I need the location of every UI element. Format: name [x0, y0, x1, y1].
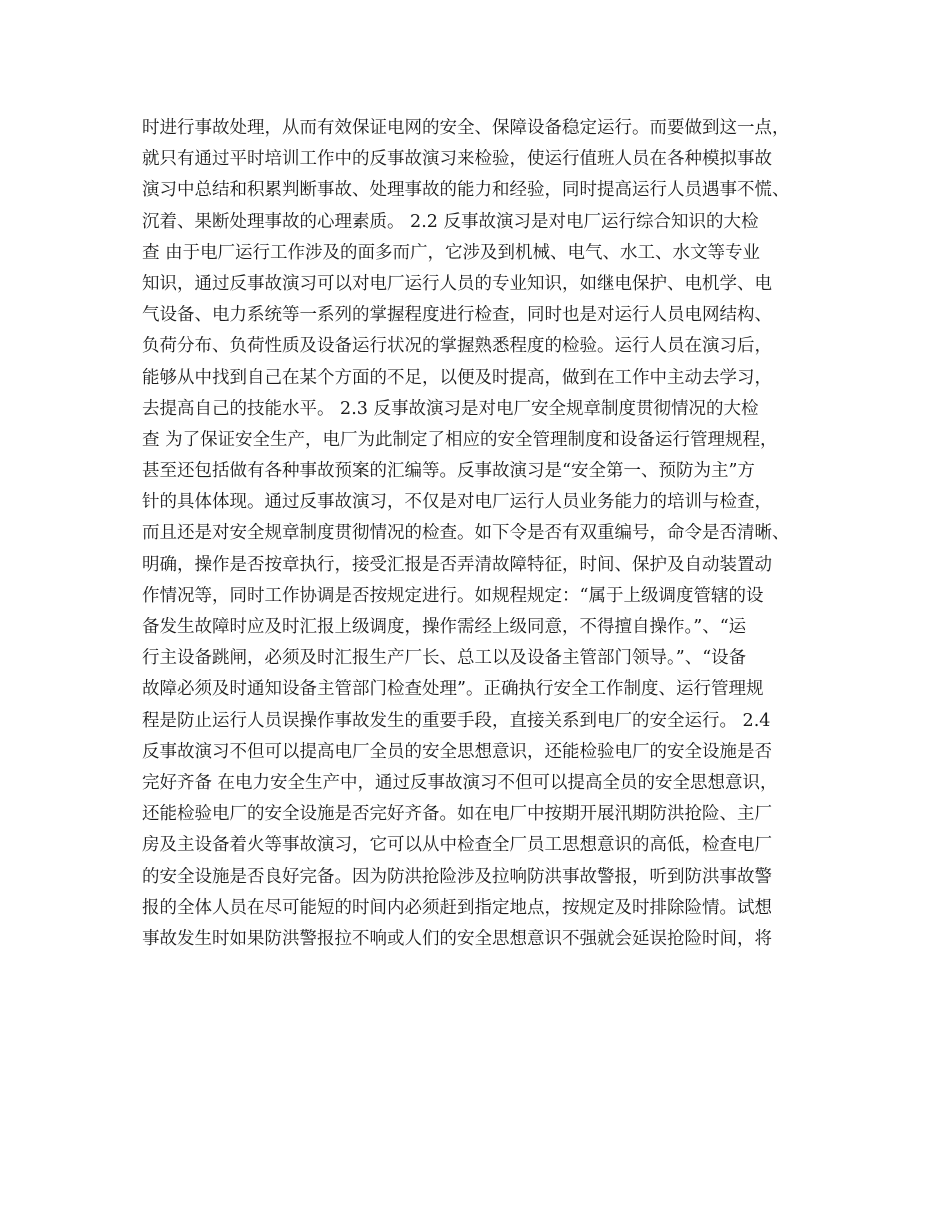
text-line: 事故发生时如果防洪警报拉不响或人们的安全思想意识不强就会延误抢险时间，将 — [142, 928, 772, 949]
text-line: 沉着、果断处理事故的心理素质。 2.2 反事故演习是对电厂运行综合知识的大检 — [142, 211, 759, 232]
text-line: 知识，通过反事故演习可以对电厂运行人员的专业知识，如继电保护、电机学、电 — [142, 273, 772, 294]
text-line: 行主设备跳闸，必须及时汇报生产厂长、总工以及设备主管部门领导。”、“设备 — [142, 648, 747, 669]
text-line: 房及主设备着火等事故演习，它可以从中检查全厂员工思想意识的高低，检查电厂 — [142, 835, 772, 856]
text-line: 作情况等，同时工作协调是否按规定进行。如规程规定：“属于上级调度管辖的设 — [142, 585, 764, 606]
text-line: 故障必须及时通知设备主管部门检查处理”。正确执行安全工作制度、运行管理规 — [142, 679, 764, 700]
text-line: 就只有通过平时培训工作中的反事故演习来检验，使运行值班人员在各种模拟事故 — [142, 149, 772, 170]
text-line: 完好齐备 在电力安全生产中，通过反事故演习不但可以提高全员的安全思想意识， — [142, 772, 778, 793]
text-line: 程是防止运行人员误操作事故发生的重要手段，直接关系到电厂的安全运行。 2.4 — [142, 710, 771, 731]
text-line: 反事故演习不但可以提高电厂全员的安全思想意识，还能检验电厂的安全设施是否 — [142, 741, 772, 762]
body-text — [142, 113, 822, 955]
text-line: 明确，操作是否按章执行，接受汇报是否弄清故障特征，时间、保护及自动装置动 — [142, 554, 772, 575]
text-line: 的安全设施是否良好完备。因为防洪抢险涉及拉响防洪事故警报，听到防洪事故警 — [142, 866, 772, 887]
text-line: 还能检验电厂的安全设施是否完好齐备。如在电厂中按期开展汛期防洪抢险、主厂 — [142, 804, 772, 825]
text-line: 演习中总结和积累判断事故、处理事故的能力和经验，同时提高运行人员遇事不慌、 — [142, 180, 790, 201]
text-line: 查 为了保证安全生产，电厂为此制定了相应的安全管理制度和设备运行管理规程， — [142, 429, 778, 450]
text-line: 负荷分布、负荷性质及设备运行状况的掌握熟悉程度的检验。运行人员在演习后， — [142, 336, 772, 357]
text-line: 查 由于电厂运行工作涉及的面多而广，它涉及到机械、电气、水工、水文等专业 — [142, 242, 761, 263]
text-line: 甚至还包括做有各种事故预案的汇编等。反事故演习是“安全第一、预防为主”方 — [142, 461, 755, 482]
text-line: 时进行事故处理，从而有效保证电网的安全、保障设备稳定运行。而要做到这一点， — [142, 118, 790, 138]
text-line: 气设备、电力系统等一系列的掌握程度进行检查，同时也是对运行人员电网结构、 — [142, 305, 772, 326]
text-line: 报的全体人员在尽可能短的时间内必须赶到指定地点，按规定及时排除险情。试想 — [142, 897, 772, 918]
text-line: 能够从中找到自己在某个方面的不足，以便及时提高，做到在工作中主动去学习， — [142, 367, 772, 388]
text-line: 备发生故障时应及时汇报上级调度，操作需经上级同意，不得擅自操作。”、“运 — [142, 617, 747, 637]
text-line: 针的具体体现。通过反事故演习，不仅是对电厂运行人员业务能力的培训与检查， — [142, 492, 772, 513]
text-line: 去提高自己的技能水平。 2.3 反事故演习是对电厂安全规章制度贯彻情况的大检 — [142, 398, 759, 419]
text-line: 而且还是对安全规章制度贯彻情况的检查。如下令是否有双重编号，命令是否清晰、 — [142, 523, 790, 544]
